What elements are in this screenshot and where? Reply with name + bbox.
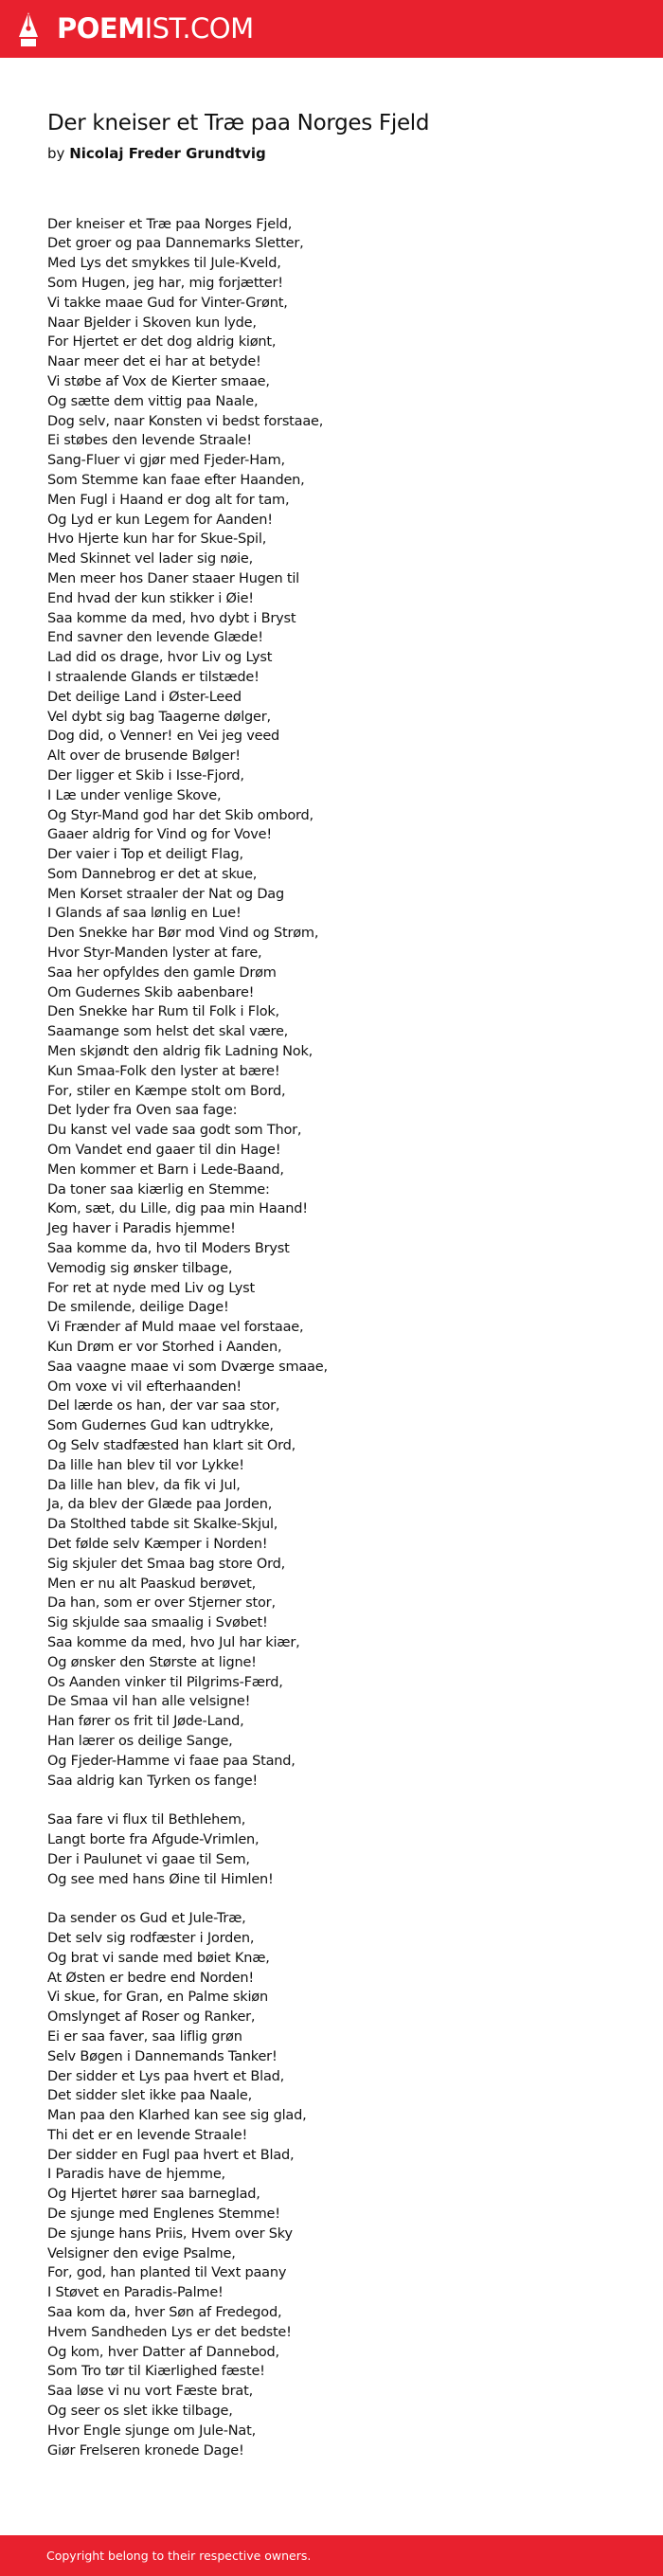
poem-line: Men meer hos Daner staaer Hugen til xyxy=(47,570,299,586)
poem-line: I straalende Glands er tilstæde! xyxy=(47,669,260,685)
poem-line: Som Stemme kan faae efter Haanden, xyxy=(47,472,305,488)
poem-line: Saa her opfyldes den gamle Drøm xyxy=(47,964,277,981)
logo-text-bold: POEM xyxy=(57,12,145,45)
poem-line: Der vaier i Top et deiligt Flag, xyxy=(47,847,243,863)
poem-line: Saa aldrig kan Tyrken os fange! xyxy=(47,1773,259,1789)
poem-line: Ja, da blev der Glæde paa Jorden, xyxy=(47,1497,273,1513)
poem-line: End savner den levende Glæde! xyxy=(47,630,263,646)
poem-line: Da sender os Gud et Jule-Træ, xyxy=(47,1911,246,1927)
poem-line: Og Hjertet hører saa barneglad, xyxy=(47,2187,260,2203)
logo-text xyxy=(57,12,254,45)
poem-line: Giør Frelseren kronede Dage! xyxy=(47,2442,244,2459)
copyright-text: Copyright belong to their respective owners. xyxy=(46,2549,312,2563)
poem-line: Du kanst vel vade saa godt som Thor, xyxy=(47,1123,302,1139)
logo-text-rest: IST.COM xyxy=(144,12,254,45)
poem-line: For, stiler en Kæmpe stolt om Bord, xyxy=(47,1083,286,1099)
poem-line: Sang-Fluer vi gjør med Fjeder-Ham, xyxy=(47,453,285,469)
site-logo[interactable] xyxy=(17,10,254,48)
poem-line: Hvem Sandheden Lys er det bedste! xyxy=(47,2324,292,2340)
poem-line: Vi Frænder af Muld maae vel forstaae, xyxy=(47,1320,304,1336)
poem-line: Og Fjeder-Hamme vi faae paa Stand, xyxy=(47,1753,296,1769)
poem-line: Der kneiser et Træ paa Norges Fjeld, xyxy=(47,216,293,232)
poem-line: Som Gudernes Gud kan udtrykke, xyxy=(47,1418,274,1434)
pen-nib-icon xyxy=(17,10,40,48)
poem-stanza xyxy=(47,215,616,1792)
author-link[interactable]: Nicolaj Freder Grundtvig xyxy=(69,144,266,162)
poem-line: Saa vaagne maae vi som Dværge smaae, xyxy=(47,1359,328,1375)
poem-line: Om Gudernes Skib aabenbare! xyxy=(47,984,255,1000)
poem-line: Det groer og paa Dannemarks Sletter, xyxy=(47,236,304,252)
poem-line: I Glands af saa lønlig en Lue! xyxy=(47,906,242,922)
poem-line: Velsigner den evige Psalme, xyxy=(47,2245,236,2261)
poem-line: Omslynget af Roser og Ranker, xyxy=(47,2009,256,2026)
poem-stanza xyxy=(47,1909,616,2460)
poem-line: Langt borte fra Afgude-Vrimlen, xyxy=(47,1831,260,1847)
poem-line: Men Fugl i Haand er dog alt for tam, xyxy=(47,492,290,508)
poem-line: Men er nu alt Paaskud berøvet, xyxy=(47,1576,257,1592)
poem-line: Ei er saa faver, saa liflig grøn xyxy=(47,2028,242,2045)
poem-line: Og see med hans Øine til Himlen! xyxy=(47,1871,274,1887)
poem-line: Saamange som helst det skal være, xyxy=(47,1024,289,1040)
poem-line: De sjunge med Englenes Stemme! xyxy=(47,2207,280,2223)
poem-line: Da toner saa kiærlig en Stemme: xyxy=(47,1181,270,1198)
poem-line: Del lærde os han, der var saa stor, xyxy=(47,1398,280,1414)
poem-line: De Smaa vil han alle velsigne! xyxy=(47,1694,251,1710)
poem-line: Kom, sæt, du Lille, dig paa min Haand! xyxy=(47,1201,308,1217)
poem-line: Og Lyd er kun Legem for Aanden! xyxy=(47,512,273,528)
poem-line: Kun Drøm er vor Storhed i Aanden, xyxy=(47,1340,282,1356)
poem-line: Man paa den Klarhed kan see sig glad, xyxy=(47,2108,307,2124)
poem-line: Det sidder slet ikke paa Naale, xyxy=(47,2088,253,2104)
poem-line: Dog selv, naar Konsten vi bedst forstaae, xyxy=(47,413,324,429)
main-content xyxy=(0,58,663,2460)
poem-line: Hvo Hjerte kun har for Skue-Spil, xyxy=(47,531,267,548)
poem-line: Vi skue, for Gran, en Palme skiøn xyxy=(47,1990,268,2006)
poem-line: For Hjertet er det dog aldrig kiønt, xyxy=(47,334,277,351)
poem-line: Os Aanden vinker til Pilgrims-Færd, xyxy=(47,1674,283,1690)
site-footer xyxy=(0,2535,663,2576)
poem-line: I Læ under venlige Skove, xyxy=(47,787,222,803)
poem-line: Da han, som er over Stjerner stor, xyxy=(47,1595,276,1612)
poem-line: Og sætte dem vittig paa Naale, xyxy=(47,393,259,409)
poem-line: Saa kom da, hver Søn af Fredegod, xyxy=(47,2305,282,2321)
poem-line: Naar meer det ei har at betyde! xyxy=(47,354,261,370)
poem-line: Saa komme da med, hvo Jul har kiær, xyxy=(47,1634,300,1650)
poem-line: Som Hugen, jeg har, mig forjætter! xyxy=(47,275,283,291)
poem-line: Om voxe vi vil efterhaanden! xyxy=(47,1378,242,1395)
poem-line: Om Vandet end gaaer til din Hage! xyxy=(47,1143,281,1159)
poem-line: Men kommer et Barn i Lede-Baand, xyxy=(47,1162,284,1178)
poem-line: Saa løse vi nu vort Fæste brat, xyxy=(47,2384,253,2400)
poem-line: I Støvet en Paradis-Palme! xyxy=(47,2285,224,2301)
poem-line: Hvor Engle sjunge om Jule-Nat, xyxy=(47,2423,257,2439)
poem-line: Saa komme da med, hvo dybt i Bryst xyxy=(47,610,296,626)
poem-line: Som Dannebrog er det at skue, xyxy=(47,866,258,882)
poem-line: Dog did, o Venner! en Vei jeg veed xyxy=(47,729,280,745)
poem-line: Gaaer aldrig for Vind og for Vove! xyxy=(47,827,273,843)
poem-line: Vel dybt sig bag Taagerne dølger, xyxy=(47,709,271,725)
poem-line: Der ligger et Skib i Isse-Fjord, xyxy=(47,767,244,784)
poem-line: Sig skjulde saa smaalig i Svøbet! xyxy=(47,1615,268,1631)
poem-line: Og seer os slet ikke tilbage, xyxy=(47,2404,233,2420)
poem-line: Da lille han blev, da fik vi Jul, xyxy=(47,1477,241,1493)
poem-line: Der sidder en Fugl paa hvert et Blad, xyxy=(47,2147,295,2163)
poem-body xyxy=(47,215,616,2461)
poem-line: Med Lys det smykkes til Jule-Kveld, xyxy=(47,256,281,272)
poem-line: Og Styr-Mand god har det Skib ombord, xyxy=(47,807,314,823)
poem-line: Der i Paulunet vi gaae til Sem, xyxy=(47,1851,250,1867)
poem-line: Vemodig sig ønsker tilbage, xyxy=(47,1260,233,1276)
poem-line: Alt over de brusende Bølger! xyxy=(47,748,241,765)
poem-line: Men skjøndt den aldrig fik Ladning Nok, xyxy=(47,1044,314,1060)
poem-line: Det selv sig rodfæster i Jorden, xyxy=(47,1930,255,1946)
poem-line: Saa fare vi flux til Bethlehem, xyxy=(47,1812,246,1828)
poem-line: De smilende, deilige Dage! xyxy=(47,1300,229,1316)
poem-title: Der kneiser et Træ paa Norges Fjeld xyxy=(47,111,430,135)
poem-line: Selv Bøgen i Dannemands Tanker! xyxy=(47,2048,278,2064)
poem-line: I Paradis have de hjemme, xyxy=(47,2167,225,2183)
poem-line: Hvor Styr-Manden lyster at fare, xyxy=(47,946,262,962)
poem-line: Da Stolthed tabde sit Skalke-Skjul, xyxy=(47,1517,278,1533)
poem-line: Og Selv stadfæsted han klart sit Ord, xyxy=(47,1438,296,1453)
poem-line: Thi det er en levende Straale! xyxy=(47,2127,248,2143)
poem-line: Som Tro tør til Kiærlighed fæste! xyxy=(47,2364,265,2380)
poem-line: Den Snekke har Bør mod Vind og Strøm, xyxy=(47,926,319,942)
poem-line: End hvad der kun stikker i Øie! xyxy=(47,590,254,606)
poem-stanza xyxy=(47,1810,616,1889)
poem-line: Kun Smaa-Folk den lyster at bære! xyxy=(47,1063,280,1079)
poem-line: Da lille han blev til vor Lykke! xyxy=(47,1457,244,1473)
poem-line: Vi støbe af Vox de Kierter smaae, xyxy=(47,373,270,389)
poem-line: Den Snekke har Rum til Folk i Flok, xyxy=(47,1004,279,1020)
byline-prefix: by xyxy=(47,144,65,162)
poem-line: De sjunge hans Priis, Hvem over Sky xyxy=(47,2225,293,2242)
poem-line: Sig skjuler det Smaa bag store Ord, xyxy=(47,1556,285,1572)
poem-line: Med Skinnet vel lader sig nøie, xyxy=(47,551,254,567)
poem-line: Der sidder et Lys paa hvert et Blad, xyxy=(47,2068,285,2084)
poem-line: For ret at nyde med Liv og Lyst xyxy=(47,1280,256,1296)
poem-line: Vi takke maae Gud for Vinter-Grønt, xyxy=(47,295,288,311)
poem-line: Han lærer os deilige Sange, xyxy=(47,1733,233,1749)
poem-line: Saa komme da, hvo til Moders Bryst xyxy=(47,1241,290,1257)
poem-line: At Østen er bedre end Norden! xyxy=(47,1970,255,1986)
poem-line: Han fører os frit til Jøde-Land, xyxy=(47,1714,244,1730)
poem-line: Det lyder fra Oven saa fage: xyxy=(47,1103,238,1119)
poem-line: Det følde selv Kæmper i Norden! xyxy=(47,1536,268,1552)
poem-line: Naar Bjelder i Skoven kun lyde, xyxy=(47,315,257,331)
poem-line: Men Korset straaler der Nat og Dag xyxy=(47,886,284,902)
poem-line: Og ønsker den Største at ligne! xyxy=(47,1654,257,1670)
poem-line: Og brat vi sande med bøiet Knæ, xyxy=(47,1950,270,1966)
poem-line: Det deilige Land i Øster-Leed xyxy=(47,689,242,705)
poem-line: Jeg haver i Paradis hjemme! xyxy=(47,1221,236,1237)
poem-byline xyxy=(47,145,616,162)
poem-line: Lad did os drage, hvor Liv og Lyst xyxy=(47,650,273,666)
site-header xyxy=(0,0,663,58)
poem-line: Og kom, hver Datter af Dannebod, xyxy=(47,2344,279,2360)
poem-line: Ei støbes den levende Straale! xyxy=(47,433,252,449)
poem-line: For, god, han planted til Vext paany xyxy=(47,2265,287,2281)
